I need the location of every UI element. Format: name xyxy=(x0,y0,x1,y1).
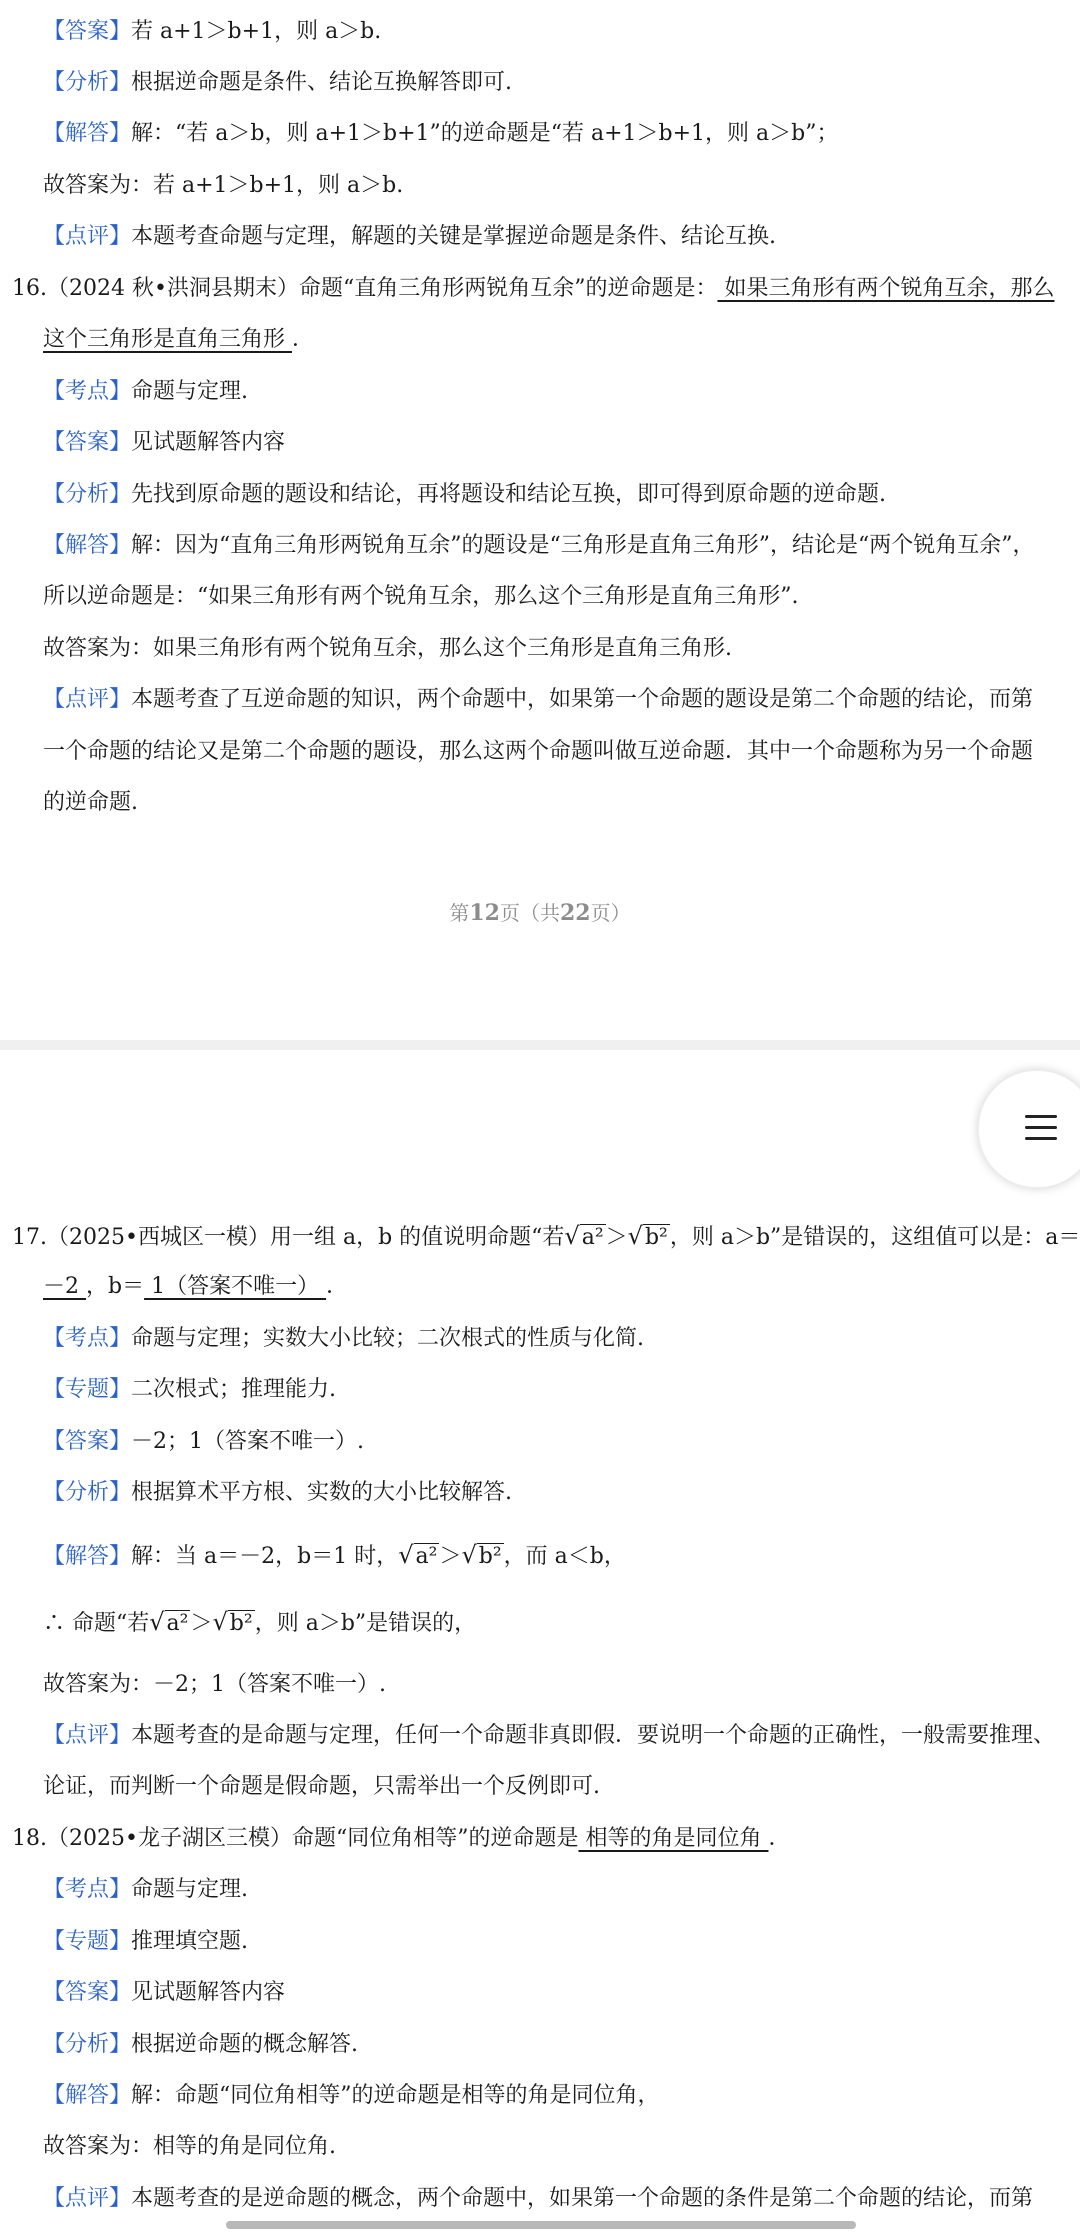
radicand: a² xyxy=(166,1611,189,1636)
comment-line xyxy=(43,222,776,252)
radicand: b² xyxy=(644,1225,668,1250)
solution-text: ，而 a＜b， xyxy=(503,1544,626,1569)
comment-tag: 【点评】 xyxy=(43,687,132,712)
sqrt-symbol: √ xyxy=(564,1222,580,1250)
comment-text: 本题考查命题与定理，解题的关键是掌握逆命题是条件、结论互换. xyxy=(131,224,777,249)
footer-text: 页） xyxy=(590,901,631,925)
kaodian-tag: 【考点】 xyxy=(43,1877,132,1902)
kaodian-tag: 【考点】 xyxy=(43,379,132,404)
topic-tag: 【专题】 xyxy=(43,1929,132,1954)
answer-tag: 【答案】 xyxy=(43,19,132,44)
home-indicator[interactable] xyxy=(226,2221,856,2229)
q17-analysis xyxy=(43,1478,512,1508)
q17-comment-cont: 论证，而判断一个命题是假命题，只需举出一个反例即可. xyxy=(43,1774,600,1799)
analysis-text: 根据算术平方根、实数的大小比较解答. xyxy=(131,1480,513,1505)
page-footer xyxy=(0,897,1080,926)
analysis-text: 先找到原命题的题设和结论，再将题设和结论互换，即可得到原命题的逆命题. xyxy=(131,482,887,507)
q16-comment xyxy=(43,685,1033,715)
punct: ． xyxy=(326,1274,349,1299)
question-number: 18. xyxy=(12,1826,47,1851)
kaodian-text: 命题与定理. xyxy=(131,1877,249,1902)
question-17-stem xyxy=(12,1221,1080,1253)
q18-solution xyxy=(43,2081,660,2111)
question-16-stem xyxy=(12,274,1054,304)
q17-kaodian xyxy=(43,1324,644,1354)
sqrt-symbol: √ xyxy=(398,1541,414,1569)
answer-text: 见试题解答内容 xyxy=(131,430,286,455)
comment-tag: 【点评】 xyxy=(43,224,132,249)
filled-answer-b: 1（答案不唯一） xyxy=(144,1274,327,1299)
q17-solution xyxy=(43,1540,626,1572)
question-18-stem xyxy=(12,1824,790,1854)
radicand: b² xyxy=(478,1544,502,1569)
question-16-stem-cont xyxy=(43,325,314,355)
q16-analysis xyxy=(43,480,886,510)
solution-text: 解：“若 a＞b，则 a+1＞b+1”的逆命题是“若 a+1＞b+1，则 a＞b”； xyxy=(131,121,839,146)
analysis-line xyxy=(43,68,512,98)
q18-zhuanti xyxy=(43,1927,248,1957)
sqrt-symbol: √ xyxy=(627,1222,643,1250)
kaodian-tag: 【考点】 xyxy=(43,1326,132,1351)
q17-final-answer: 故答案为：－2；1（答案不唯一）. xyxy=(43,1672,386,1697)
q16-answer xyxy=(43,428,285,458)
solution-tag: 【解答】 xyxy=(43,2083,132,2108)
analysis-tag: 【分析】 xyxy=(43,482,132,507)
analysis-tag: 【分析】 xyxy=(43,2032,132,2057)
answer-tag: 【答案】 xyxy=(43,430,132,455)
q17-therefore xyxy=(43,1607,476,1639)
topic-text: 推理填空题. xyxy=(131,1929,249,1954)
radicand: b² xyxy=(229,1611,253,1636)
q18-kaodian xyxy=(43,1875,248,1905)
therefore-text: ，则 a＞b”是错误的， xyxy=(254,1611,477,1636)
therefore-text: ∴ 命题“若 xyxy=(43,1611,150,1636)
answer-text: 若 a+1＞b+1，则 a＞b. xyxy=(131,19,382,44)
radicand: a² xyxy=(415,1544,438,1569)
sqrt-symbol: √ xyxy=(149,1608,165,1636)
analysis-text: 根据逆命题是条件、结论互换解答即可. xyxy=(131,70,513,95)
kaodian-text: 命题与定理. xyxy=(131,379,249,404)
solution-tag: 【解答】 xyxy=(43,533,132,558)
answer-text: －2；1（答案不唯一）. xyxy=(131,1429,365,1454)
q18-answer xyxy=(43,1978,285,2008)
kaodian-text: 命题与定理；实数大小比较；二次根式的性质与化简. xyxy=(131,1326,645,1351)
q16-solution xyxy=(43,531,1035,561)
comment-text: 本题考查了互逆命题的知识，两个命题中，如果第一个命题的题设是第二个命题的结论，而第 xyxy=(131,687,1034,712)
footer-text: 页（共 xyxy=(500,901,560,925)
q18-final-answer: 故答案为：相等的角是同位角. xyxy=(43,2134,336,2159)
analysis-tag: 【分析】 xyxy=(43,70,132,95)
answer-text: 见试题解答内容 xyxy=(131,1980,286,2005)
solution-line xyxy=(43,119,839,149)
document-page-13 xyxy=(0,1050,1080,2237)
hamburger-menu-icon xyxy=(1025,1115,1057,1118)
answer-line xyxy=(43,17,381,47)
question-text: ，则 a＞b”是错误的，这组值可以是：a＝ xyxy=(669,1225,1080,1250)
hamburger-menu-icon xyxy=(1025,1126,1057,1129)
question-number: 17. xyxy=(12,1225,47,1250)
filled-answer: 这个三角形是直角三角形 xyxy=(43,327,292,352)
question-text: （2024 秋•洪洞县期末）命题“直角三角形两锐角互余”的逆命题是： xyxy=(47,276,718,301)
total-pages: 22 xyxy=(560,900,591,926)
question-text: （2025•龙子湖区三模）命题“同位角相等”的逆命题是 xyxy=(47,1826,579,1851)
final-answer-line: 故答案为：若 a+1＞b+1，则 a＞b. xyxy=(43,173,404,198)
question-17-stem-cont xyxy=(43,1272,348,1302)
punct: ． xyxy=(292,327,315,352)
punct: ． xyxy=(768,1826,791,1851)
filled-answer: 相等的角是同位角 xyxy=(578,1826,769,1851)
solution-text: 解：因为“直角三角形两锐角互余”的题设是“三角形是直角三角形”，结论是“两个锐角互余”， xyxy=(131,533,1035,558)
comment-text: 本题考查的是逆命题的概念，两个命题中，如果第一个命题的条件是第二个命题的结论，而第 xyxy=(131,2186,1034,2211)
q16-comment-end: 的逆命题. xyxy=(43,790,138,815)
filled-answer: 如果三角形有两个锐角互余，那么 xyxy=(717,276,1055,301)
q18-comment xyxy=(43,2184,1033,2214)
answer-tag: 【答案】 xyxy=(43,1429,132,1454)
q18-analysis xyxy=(43,2030,358,2060)
topic-tag: 【专题】 xyxy=(43,1377,132,1402)
q17-answer xyxy=(43,1427,364,1457)
q16-final-answer: 故答案为：如果三角形有两个锐角互余，那么这个三角形是直角三角形. xyxy=(43,636,732,661)
question-text: （2025•西城区一模）用一组 a，b 的值说明命题“若 xyxy=(47,1225,565,1250)
solution-text: 解：当 a＝－2，b＝1 时， xyxy=(131,1544,399,1569)
floating-menu-button[interactable] xyxy=(978,1070,1080,1188)
sqrt-symbol: √ xyxy=(212,1608,228,1636)
solution-tag: 【解答】 xyxy=(43,121,132,146)
radicand: a² xyxy=(581,1225,604,1250)
q17-zhuanti xyxy=(43,1375,336,1405)
hamburger-menu-icon xyxy=(1025,1137,1057,1140)
answer-tag: 【答案】 xyxy=(43,1980,132,2005)
comment-tag: 【点评】 xyxy=(43,1723,132,1748)
solution-text: 解：命题“同位角相等”的逆命题是相等的角是同位角， xyxy=(131,2083,660,2108)
operator: ＞ xyxy=(605,1225,628,1250)
analysis-text: 根据逆命题的概念解答. xyxy=(131,2032,359,2057)
topic-text: 二次根式；推理能力. xyxy=(131,1377,337,1402)
document-page-12 xyxy=(0,0,1080,1040)
operator: ＞ xyxy=(439,1544,462,1569)
q16-kaodian xyxy=(43,377,248,407)
page-number: 12 xyxy=(469,900,500,926)
filled-answer-a: －2 xyxy=(43,1274,86,1299)
q17-comment xyxy=(43,1721,1055,1751)
operator: ＞ xyxy=(190,1611,213,1636)
comment-tag: 【点评】 xyxy=(43,2186,132,2211)
sqrt-symbol: √ xyxy=(461,1541,477,1569)
solution-tag: 【解答】 xyxy=(43,1544,132,1569)
question-number: 16. xyxy=(12,276,47,301)
page-separator xyxy=(0,1040,1080,1050)
q16-comment-cont: 一个命题的结论又是第二个命题的题设，那么这两个命题叫做互逆命题．其中一个命题称为另一个命题 xyxy=(43,739,1034,764)
footer-text: 第 xyxy=(449,901,470,925)
q16-solution-cont: 所以逆命题是：“如果三角形有两个锐角互余，那么这个三角形是直角三角形”. xyxy=(43,584,799,609)
comment-text: 本题考查的是命题与定理，任何一个命题非真即假．要说明一个命题的正确性，一般需要推理、 xyxy=(131,1723,1056,1748)
analysis-tag: 【分析】 xyxy=(43,1480,132,1505)
question-text: ，b＝ xyxy=(86,1274,145,1299)
